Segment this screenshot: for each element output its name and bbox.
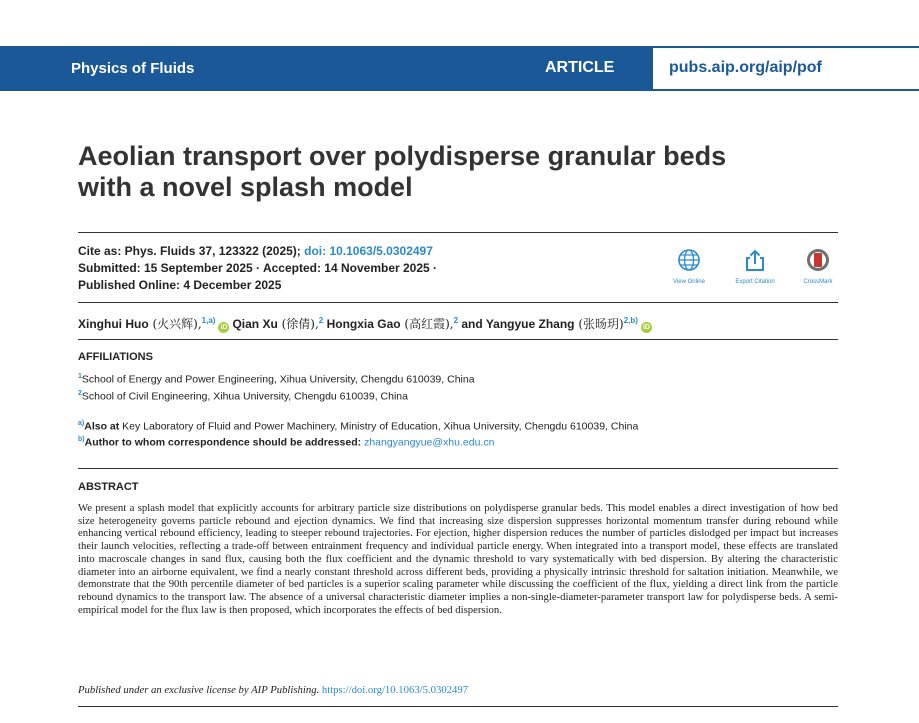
doi-link[interactable]: doi: 10.1063/5.0302497 <box>304 244 433 258</box>
view-online-label[interactable]: View Online <box>673 279 705 285</box>
divider <box>78 468 838 469</box>
view-online-tool[interactable] <box>659 248 719 285</box>
submitted-dates: Submitted: 15 September 2025 · Accepted: 14 November 2025 · <box>78 261 438 275</box>
affiliations-heading: AFFILIATIONS <box>78 351 153 363</box>
article-type-label: ARTICLE <box>545 59 615 76</box>
author-name[interactable]: and Yangyue Zhang <box>458 317 575 331</box>
paper-title <box>78 141 858 203</box>
published-date: Published Online: 4 December 2025 <box>78 278 282 292</box>
divider <box>78 706 838 707</box>
divider <box>78 232 838 233</box>
orcid-icon[interactable]: iD <box>220 324 228 331</box>
note-label: Also at <box>84 420 120 433</box>
citation-block <box>78 243 437 294</box>
affiliation-number: 1 <box>78 373 82 380</box>
crossmark-label[interactable]: CrossMark <box>803 279 833 285</box>
title-line-2: with a novel splash model <box>78 172 413 202</box>
author-chinese-name: (徐倩), <box>277 317 319 331</box>
author-note-a <box>78 420 638 433</box>
export-citation-tool[interactable] <box>725 248 785 285</box>
journal-url-box[interactable] <box>651 46 919 91</box>
affiliation-text: School of Energy and Power Engineering, Xihua University, Chengdu 610039, China <box>81 373 475 386</box>
author-chinese-name: (高红霞), <box>400 317 454 331</box>
note-mark: b) <box>78 436 85 443</box>
affiliation-2 <box>78 390 408 403</box>
crossmark-tool[interactable] <box>788 248 848 285</box>
author-affiliation-mark: 2 <box>318 316 324 325</box>
author-affiliation-mark: 2,b) <box>623 316 638 325</box>
abstract-heading: ABSTRACT <box>78 481 139 493</box>
author-name[interactable]: Hongxia Gao <box>323 317 401 331</box>
cite-prefix: Cite as: Phys. Fluids <box>78 244 199 258</box>
author-affiliation-mark: 2 <box>453 316 459 325</box>
author-chinese-name: (火兴辉), <box>148 317 202 331</box>
author-affiliation-mark: 1,a) <box>201 316 216 325</box>
author-list <box>78 315 655 333</box>
orcid-icon[interactable]: iD <box>642 324 650 331</box>
author-note-b <box>78 436 494 449</box>
note-text: Key Laboratory of Fluid and Power Machinery, Ministry of Education, Xihua University, Chengdu 610039, China <box>119 420 639 433</box>
correspondence-email-link[interactable]: zhangyangyue@xhu.edu.cn <box>361 436 495 449</box>
journal-header-bar <box>0 46 919 91</box>
note-label: Author to whom correspondence should be addressed: <box>84 436 362 449</box>
title-line-1: Aeolian transport over polydisperse granular beds <box>78 141 727 171</box>
cite-volume: 37 <box>198 244 213 258</box>
journal-name: Physics of Fluids <box>71 60 195 77</box>
cite-rest: , 123322 (2025); <box>212 244 305 258</box>
crossmark-icon <box>806 248 830 272</box>
author-name[interactable]: Xinghui Huo <box>78 317 149 331</box>
affiliation-number: 2 <box>78 390 82 397</box>
license-statement <box>78 684 468 696</box>
journal-url-link[interactable]: pubs.aip.org/aip/pof <box>669 59 822 76</box>
article-tools <box>668 248 858 288</box>
export-citation-label[interactable]: Export Citation <box>735 279 775 285</box>
affiliation-text: School of Civil Engineering, Xihua University, Chengdu 610039, China <box>81 390 408 403</box>
export-icon <box>743 248 767 272</box>
affiliation-1 <box>78 373 475 386</box>
license-doi-link[interactable]: https://doi.org/10.1063/5.0302497 <box>321 684 469 696</box>
divider <box>78 302 838 303</box>
divider <box>78 339 838 340</box>
citation-line <box>78 243 437 260</box>
license-text: Published under an exclusive license by AIP Publishing. <box>78 684 322 696</box>
globe-icon <box>677 248 701 272</box>
note-mark: a) <box>78 420 85 427</box>
author-name[interactable]: Qian Xu <box>232 317 278 331</box>
abstract-text: We present a splash model that explicitly accounts for arbitrary particle size distributions on polydisperse granular beds. This model enables a direct investigation of how bed size heterogeneity governs particle rebound and ejection dynamics. We find that increasing size dispersion suppresses horizontal momentum transfer during rebound while enhancing vertical rebound efficiency, leading to steeper rebound trajectories. For ejection, higher dispersion reduces the number of particles dislodged per impact but increases their launch velocities, reflecting a trade-off between entrainment frequency and individual particle energy. When integrated into a transport model, these effects are translated into macroscale changes in sand flux, causing both the flux coefficient and the dynamic threshold to vary systematically with bed dispersion. By altering the characteristic diameter into an airborne equivalent, we find a nearly constant threshold across different beds, providing a physically intrinsic threshold for saltation initiation. Meanwhile, we demonstrate that the 90th percentile diameter of bed particles is a superior scaling parameter while discussing the coefficient of the flux, yielding a direct link from the particle rebound dynamics to the transport law. The absence of a universal characteristic diameter implies a non-single-diameter-parameter transport law for polydisperse beds. A semi-empirical model for the flux law is then proposed, which incorporates the effects of bed dispersion. <box>78 502 838 616</box>
author-chinese-name: (张旸玥) <box>574 317 624 331</box>
